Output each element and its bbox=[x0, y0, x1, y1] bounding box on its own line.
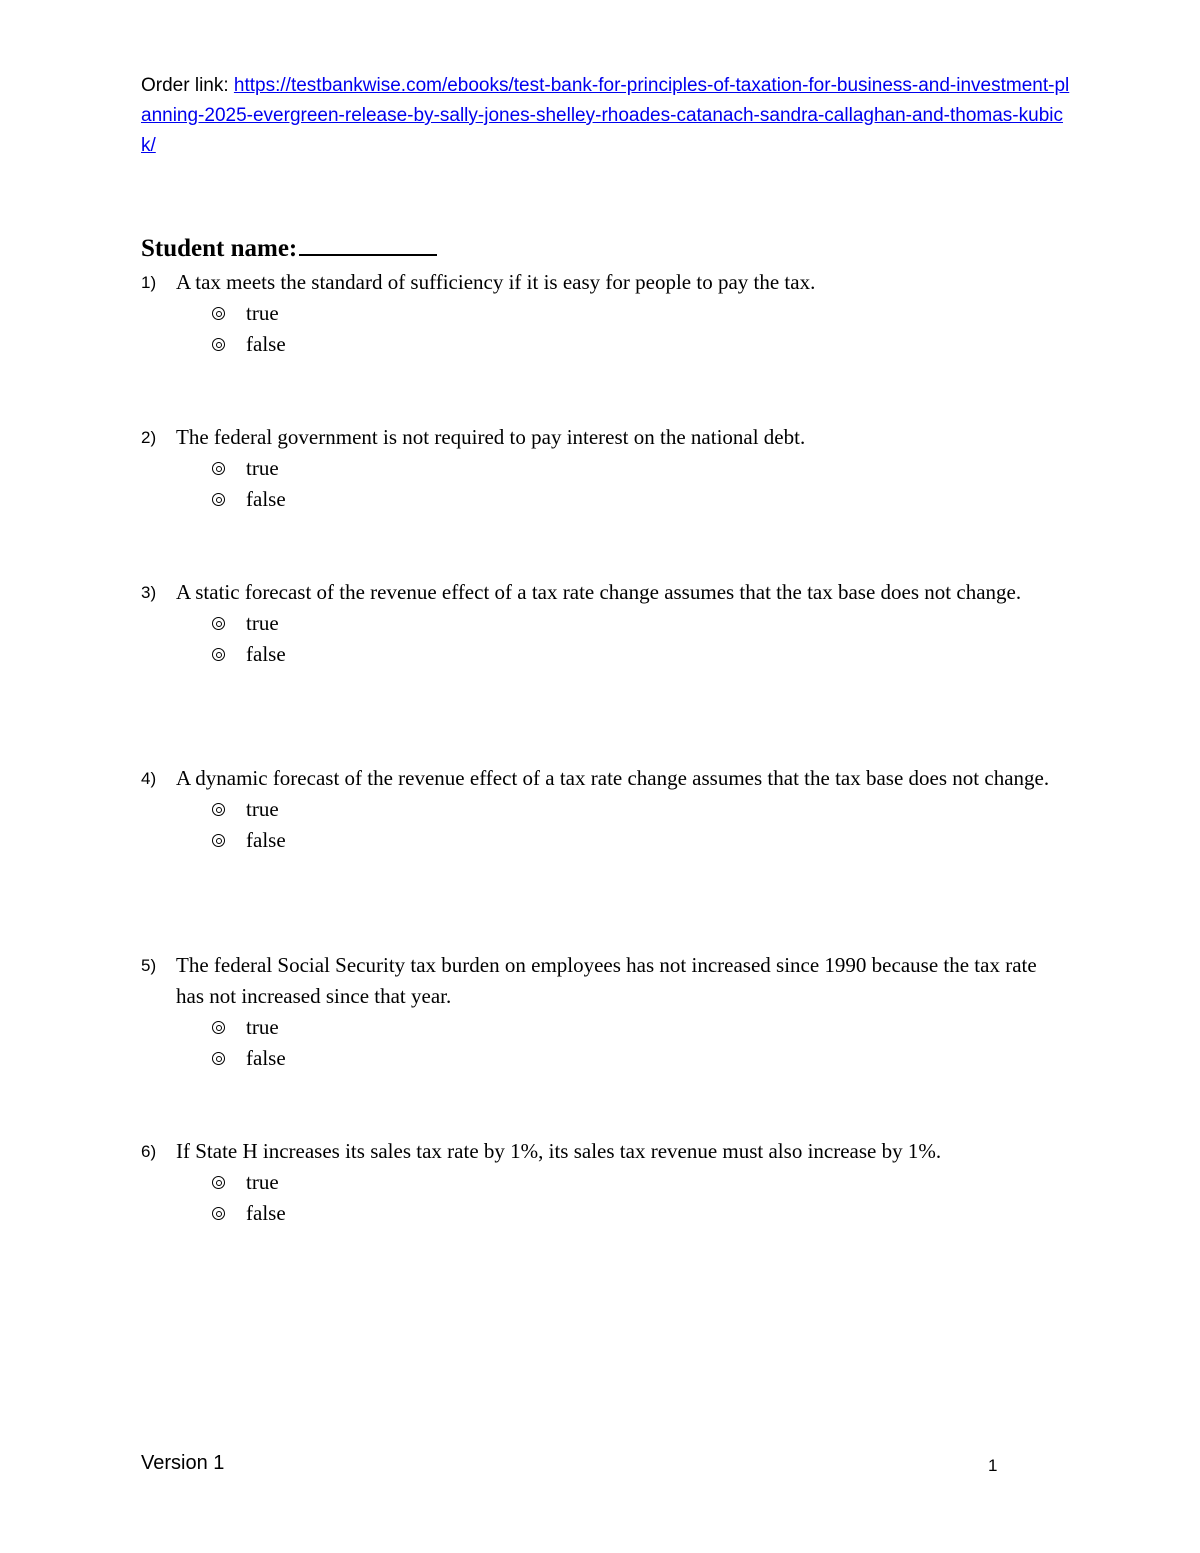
question-text: A tax meets the standard of sufficiency if it is easy for people to pay the tax. bbox=[176, 270, 816, 294]
option-true[interactable] bbox=[211, 1012, 1061, 1043]
option-label: true bbox=[246, 611, 279, 635]
option-label: false bbox=[246, 332, 286, 356]
option-false[interactable] bbox=[211, 825, 1061, 856]
radio-icon[interactable] bbox=[212, 1207, 225, 1220]
question-5 bbox=[141, 950, 1061, 1074]
version-label: Version 1 bbox=[141, 1452, 225, 1474]
radio-icon[interactable] bbox=[212, 338, 225, 351]
radio-icon[interactable] bbox=[212, 803, 225, 816]
question-number: 5) bbox=[141, 956, 157, 975]
question-number: 4) bbox=[141, 769, 157, 788]
option-label: true bbox=[246, 456, 279, 480]
student-name-label: Student name: bbox=[141, 235, 298, 262]
question-number: 6) bbox=[141, 1142, 157, 1161]
radio-icon[interactable] bbox=[212, 1052, 225, 1065]
option-true[interactable] bbox=[211, 794, 1061, 825]
option-true[interactable] bbox=[211, 1167, 1061, 1198]
radio-icon[interactable] bbox=[212, 617, 225, 630]
option-true[interactable] bbox=[211, 608, 1061, 639]
option-false[interactable] bbox=[211, 1043, 1061, 1074]
option-label: false bbox=[246, 642, 286, 666]
order-link[interactable]: https://testbankwise.com/ebooks/test-bank-for-principles-of-taxation-for-business-and-investment-planning-2025-evergreen-release-by-sally-jones-shelley-rhoades-catanach-sandra-callaghan-and-thomas-kubick/ bbox=[141, 75, 1070, 156]
order-link-label: Order link: bbox=[141, 75, 234, 96]
option-label: true bbox=[246, 1170, 279, 1194]
option-label: false bbox=[246, 828, 286, 852]
option-false[interactable] bbox=[211, 639, 1061, 670]
option-label: false bbox=[246, 487, 286, 511]
question-number: 3) bbox=[141, 583, 157, 602]
student-name-blank[interactable] bbox=[299, 230, 437, 256]
radio-icon[interactable] bbox=[212, 648, 225, 661]
option-label: true bbox=[246, 1015, 279, 1039]
option-true[interactable] bbox=[211, 453, 1061, 484]
option-label: false bbox=[246, 1201, 286, 1225]
question-1 bbox=[141, 267, 1061, 360]
option-label: true bbox=[246, 301, 279, 325]
option-false[interactable] bbox=[211, 329, 1061, 360]
question-text: The federal government is not required to pay interest on the national debt. bbox=[176, 425, 806, 449]
radio-icon[interactable] bbox=[212, 307, 225, 320]
question-text: A static forecast of the revenue effect of a tax rate change assumes that the tax base does not change. bbox=[176, 580, 1022, 604]
question-3 bbox=[141, 577, 1061, 670]
option-true[interactable] bbox=[211, 298, 1061, 329]
page-number: 1 bbox=[988, 1456, 998, 1475]
radio-icon[interactable] bbox=[212, 493, 225, 506]
question-text: A dynamic forecast of the revenue effect of a tax rate change assumes that the tax base does not change. bbox=[176, 766, 1050, 790]
student-name-field bbox=[141, 230, 437, 263]
question-number: 1) bbox=[141, 273, 157, 292]
question-6 bbox=[141, 1136, 1061, 1229]
question-text: The federal Social Security tax burden on employees has not increased since 1990 because the tax rate has not increased since that year. bbox=[176, 953, 1037, 1008]
option-label: true bbox=[246, 797, 279, 821]
question-2 bbox=[141, 422, 1061, 515]
radio-icon[interactable] bbox=[212, 462, 225, 475]
option-label: false bbox=[246, 1046, 286, 1070]
radio-icon[interactable] bbox=[212, 1021, 225, 1034]
radio-icon[interactable] bbox=[212, 834, 225, 847]
order-link-block bbox=[141, 71, 1071, 161]
option-false[interactable] bbox=[211, 1198, 1061, 1229]
question-text: If State H increases its sales tax rate by 1%, its sales tax revenue must also increase by 1%. bbox=[176, 1139, 942, 1163]
radio-icon[interactable] bbox=[212, 1176, 225, 1189]
option-false[interactable] bbox=[211, 484, 1061, 515]
question-number: 2) bbox=[141, 428, 157, 447]
question-4 bbox=[141, 763, 1061, 856]
